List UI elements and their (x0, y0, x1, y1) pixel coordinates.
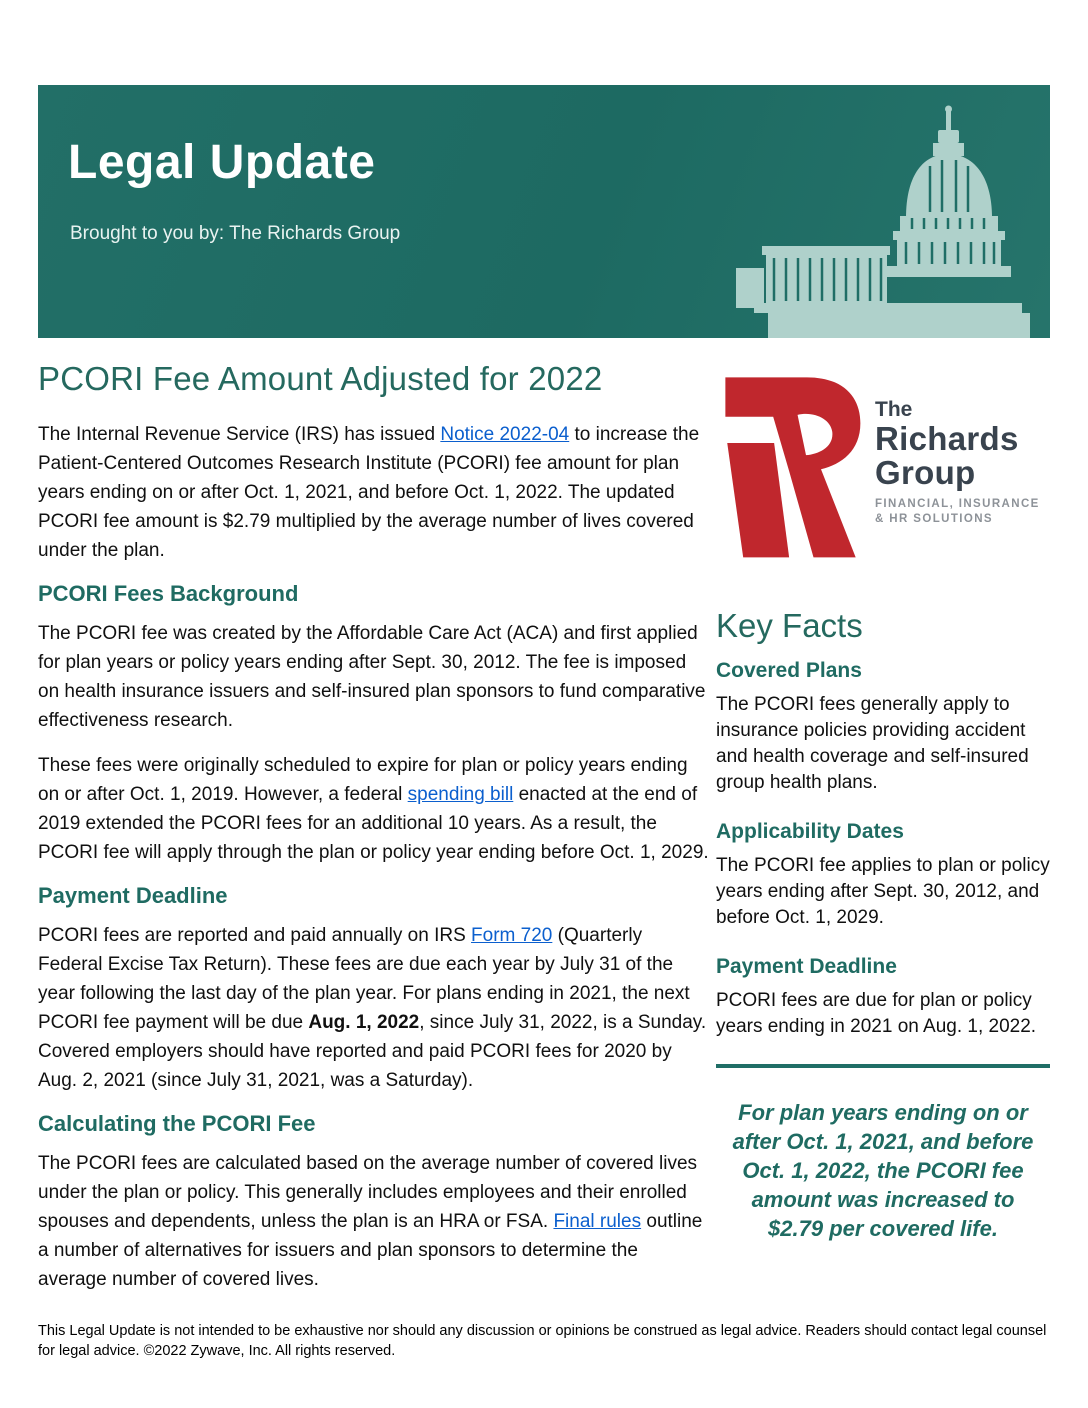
notice-2022-04-link[interactable]: Notice 2022-04 (440, 424, 570, 445)
key-fact-text: The PCORI fees generally apply to insurance policies providing accident and health coverage and self-insured group health plans. (716, 694, 1029, 793)
article-column (38, 352, 710, 1310)
richards-group-logo-text (875, 366, 1040, 527)
background-paragraph-1 (38, 619, 710, 735)
background-paragraph-2 (38, 751, 710, 867)
text-segment: The Internal Revenue Service (IRS) has issued (38, 424, 441, 445)
text-segment: These fees were originally scheduled to expire for plan or policy years ending on or after Oct. 1, 2019. However, a federal (38, 755, 688, 805)
logo-tagline-line1: FINANCIAL, INSURANCE (875, 498, 1040, 510)
header-banner (38, 85, 1050, 338)
key-fact-heading: Applicability Dates (716, 820, 904, 843)
richards-group-logo (716, 366, 1050, 563)
text-segment: to increase the Patient-Centered Outcomes Research Institute (PCORI) fee amount for plan years ending on or after Oct. 1, 2021, and before Oct. 1, 2022. The updated PCORI fee amount is $2.79 multiplied by the average number of lives covered under the plan. (38, 424, 700, 561)
key-facts-title: Key Facts (716, 607, 863, 644)
richards-group-logo-mark-icon (716, 366, 866, 563)
footer-disclaimer: This Legal Update is not intended to be exhaustive nor should any discussion or opinions be construed as legal advice. Readers should contact legal counsel for legal advice. ©2022 Zywave, Inc. All rights reserved. (38, 1323, 1047, 1359)
logo-name-line1: Richards (875, 420, 1019, 457)
text-segment: , since July 31, 2022, is a Sunday. Covered employers should have reported and paid PCORI fees for 2020 by Aug. 2, 2021 (since July 31, 2021, was a Saturday). (38, 1012, 707, 1091)
payment-deadline-paragraph (38, 921, 710, 1095)
section-heading-calculating-fee: Calculating the PCORI Fee (38, 1111, 316, 1136)
sidebar (716, 366, 1050, 1243)
logo-tagline-line2: & HR SOLUTIONS (875, 513, 993, 525)
banner-title: Legal Update (68, 136, 376, 189)
form-720-link[interactable]: Form 720 (471, 925, 553, 946)
key-fact-covered-plans (716, 659, 1050, 796)
article-title: PCORI Fee Amount Adjusted for 2022 (38, 360, 603, 397)
key-fact-heading: Covered Plans (716, 659, 862, 682)
callout-quote: For plan years ending on or after Oct. 1, 2021, and before Oct. 1, 2022, the PCORI fee amount was increased to $2.79 per covered life. (732, 1100, 1034, 1241)
section-heading-payment-deadline: Payment Deadline (38, 883, 228, 908)
text-segment: outline a number of alternatives for issuers and plan sponsors to determine the average number of covered lives. (38, 1211, 703, 1290)
capitol-building-icon (734, 98, 1044, 338)
text-segment: (Quarterly Federal Excise Tax Return). These fees are due each year by July 31 of the year following the last day of the plan year. For plans ending in 2021, the next PCORI fee payment will be due (38, 925, 690, 1033)
text-segment: enacted at the end of 2019 extended the PCORI fees for an additional 10 years. As a result, the PCORI fee will apply through the plan or policy year ending before Oct. 1, 2029. (38, 784, 709, 863)
key-fact-text: The PCORI fee applies to plan or policy years ending after Sept. 30, 2012, and before Oct. 1, 2029. (716, 855, 1050, 928)
key-fact-heading: Payment Deadline (716, 955, 897, 978)
calculating-fee-paragraph (38, 1149, 710, 1294)
spending-bill-link[interactable]: spending bill (407, 784, 514, 805)
text-segment: PCORI fees are reported and paid annually on IRS (38, 925, 472, 946)
text-segment: The PCORI fees are calculated based on the average number of covered lives under the plan or policy. This generally includes employees and their enrolled spouses and dependents, unless the plan is an HRA or FSA. (38, 1153, 698, 1232)
key-fact-applicability-dates (716, 820, 1050, 931)
key-fact-text: PCORI fees are due for plan or policy years ending in 2021 on Aug. 1, 2022. (716, 990, 1037, 1037)
logo-the: The (875, 398, 913, 421)
logo-name-line2: Group (875, 454, 976, 491)
section-heading-pcori-fees-background: PCORI Fees Background (38, 581, 299, 606)
sidebar-divider (716, 1064, 1050, 1068)
footer (38, 1322, 1052, 1361)
intro-paragraph (38, 420, 710, 565)
key-fact-payment-deadline (716, 955, 1050, 1040)
banner-subtitle: Brought to you by: The Richards Group (70, 223, 401, 244)
final-rules-link[interactable]: Final rules (553, 1211, 642, 1232)
text-segment: Aug. 1, 2022 (308, 1012, 420, 1033)
text-segment: The PCORI fee was created by the Affordable Care Act (ACA) and first applied for plan years or policy years ending after Sept. 30, 2012. The fee is imposed on health insurance issuers and self-insured plan sponsors to fund comparative effectiveness research. (38, 623, 706, 731)
